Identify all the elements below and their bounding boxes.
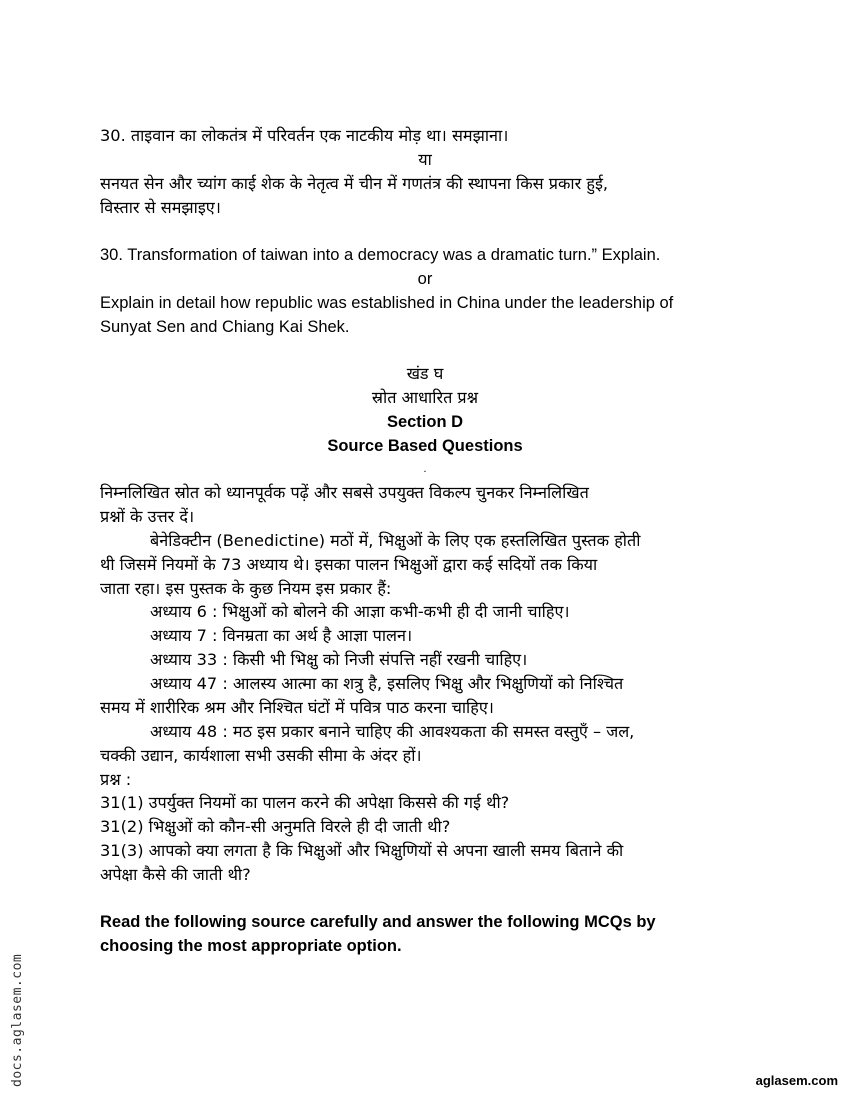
source-rule-47-line-2: समय में शारीरिक श्रम और निश्चित घंटों में पवित्र पाठ करना चाहिए। — [100, 698, 494, 717]
section-dot: . — [423, 464, 427, 475]
questions-label: प्रश्न : — [100, 770, 132, 789]
question-31-2: 31(2) भिक्षुओं को कौन-सी अनुमति विरले ही दी जाती थी? — [100, 817, 451, 836]
question-31-3-line-1: 31(3) आपको क्या लगता है कि भिक्षुओं और भिक्षुणियों से अपना खाली समय बिताने की — [100, 841, 624, 860]
source-para-line-1: बेनेडिक्टीन (Benedictine) मठों में, भिक्षुओं के लिए एक हस्तलिखित पुस्तक होती — [150, 531, 641, 550]
question-31-3-line-2: अपेक्षा कैसे की जाती थी? — [100, 865, 251, 884]
q30-english-line-1: 30. Transformation of taiwan into a democracy was a dramatic turn.” Explain. — [100, 246, 661, 264]
source-instruction-line-2: प्रश्नों के उत्तर दें। — [100, 507, 195, 526]
source-instruction-line-1: निम्नलिखित स्रोत को ध्यानपूर्वक पढ़ें और सबसे उपयुक्त विकल्प चुनकर निम्नलिखित — [100, 483, 589, 502]
section-english-subtitle: Source Based Questions — [327, 437, 523, 455]
q30-english-or: or — [417, 270, 433, 288]
section-hindi-title: खंड घ — [406, 364, 444, 383]
q30-hindi-line-3: विस्तार से समझाइए। — [100, 198, 221, 217]
source-rule-33: अध्याय 33 : किसी भी भिक्षु को निजी संपत्ति नहीं रखनी चाहिए। — [150, 650, 528, 669]
brand-watermark: aglasem.com — [755, 1073, 838, 1088]
side-watermark: docs.aglasem.com — [10, 953, 25, 1087]
q30-hindi-or: या — [418, 150, 432, 169]
english-instruction-line-2: choosing the most appropriate option. — [100, 937, 402, 955]
source-para-line-3: जाता रहा। इस पुस्तक के कुछ नियम इस प्रकार हैं: — [100, 579, 392, 598]
source-rule-48-line-1: अध्याय 48 : मठ इस प्रकार बनाने चाहिए की आवश्यकता की समस्त वस्तुएँ – जल, — [150, 722, 635, 741]
section-english-title: Section D — [386, 413, 464, 431]
q30-english-line-2: Explain in detail how republic was established in China under the leadership of — [100, 294, 674, 312]
source-para-line-2: थी जिसमें नियमों के 73 अध्याय थे। इसका पालन भिक्षुओं द्वारा कई सदियों तक किया — [100, 555, 598, 574]
source-rule-48-line-2: चक्की उद्यान, कार्यशाला सभी उसकी सीमा के अंदर हों। — [100, 746, 422, 765]
source-rule-6: अध्याय 6 : भिक्षुओं को बोलने की आज्ञा कभी-कभी ही दी जानी चाहिए। — [150, 602, 570, 621]
section-hindi-subtitle: स्रोत आधारित प्रश्न — [371, 388, 479, 407]
english-instruction-line-1: Read the following source carefully and answer the following MCQs by — [100, 913, 656, 931]
question-31-1: 31(1) उपर्युक्त नियमों का पालन करने की अपेक्षा किससे की गई थी? — [100, 793, 510, 812]
q30-hindi-line-1: 30. ताइवान का लोकतंत्र में परिवर्तन एक नाटकीय मोड़ था। समझाना। — [100, 126, 509, 145]
q30-hindi-line-2: सनयत सेन और च्यांग काई शेक के नेतृत्व में चीन में गणतंत्र की स्थापना किस प्रकार हुई, — [100, 174, 609, 193]
source-rule-47-line-1: अध्याय 47 : आलस्य आत्मा का शत्रु है, इसलिए भिक्षु और भिक्षुणियों को निश्चित — [150, 674, 624, 693]
q30-english-line-3: Sunyat Sen and Chiang Kai Shek. — [100, 318, 350, 336]
source-rule-7: अध्याय 7 : विनम्रता का अर्थ है आज्ञा पालन। — [150, 626, 413, 645]
